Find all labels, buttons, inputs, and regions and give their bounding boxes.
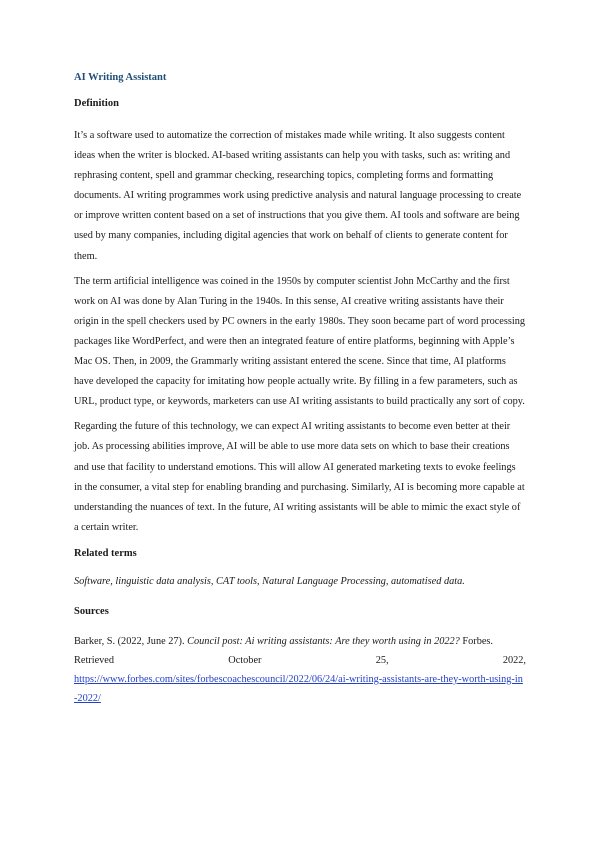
sources-heading: Sources	[74, 605, 109, 617]
document-content	[74, 70, 526, 708]
reference-retrieved-line	[74, 651, 526, 670]
retrieved-label: Retrieved	[74, 654, 115, 666]
reference-line-1	[74, 632, 526, 651]
reference-article-title: Council post: Ai writing assistants: Are they worth using in 2022?	[187, 635, 460, 647]
history-paragraph: The term artificial intelligence was coined in the 1950s by computer scientist John McCarthy and the first work on AI was done by Alan Turing in the 1940s. In this sense, AI creative writing assistants have their origin in the spell checkers used by PC owners in the early 1980s. They soon became part of word processing packages like WordPerfect, and were then an integrated feature of entire platforms, beginning with Apple’s Mac OS. Then, in 2009, the Grammarly writing assistant entered the scene. Since that time, AI platforms have developed the capacity for imitating how people actually write. By filling in a few parameters, such as URL, product type, or keywords, marketers can use AI writing assistants to build practically any sort of copy.	[74, 275, 526, 408]
reference-publisher: Forbes.	[462, 635, 494, 647]
reference-url-link[interactable]: https://www.forbes.com/sites/forbescoachescouncil/2022/06/24/ai-writing-assistants-are-they-worth-using-in-2022/	[74, 673, 523, 704]
definition-paragraph-1: It’s a software used to automatize the correction of mistakes made while writing. It also suggests content ideas when the writer is blocked. AI-based writing assistants can help you with tasks, such as: writing and rephrasing content, spell and grammar checking, researching topics, completing forms and formatting documents. AI writing programmes work using predictive analysis and natural language processing to create or improve written content based on a set of instructions that you give them. AI tools and software are being used by many companies, including digital agencies that work on behalf of clients to generate content for them.	[74, 130, 522, 262]
reference-author-date: Barker, S. (2022, June 27).	[74, 635, 185, 647]
related-terms-text: Software, linguistic data analysis, CAT tools, Natural Language Processing, automatised data.	[74, 575, 465, 587]
source-reference	[74, 632, 526, 708]
document-title: AI Writing Assistant	[74, 72, 167, 83]
retrieved-day: 25,	[375, 654, 389, 666]
definition-heading: Definition	[74, 98, 119, 109]
related-terms-heading: Related terms	[74, 547, 137, 559]
future-paragraph: Regarding the future of this technology, we can expect AI writing assistants to become even better at their job. As processing abilities improve, AI will be able to use more data sets on which to base their creations and use that facility to understand emotions. This will allow AI generated marketing texts to evoke feelings in the consumer, a vital step for enabling branding and purchasing. Similarly, AI is becoming more capable at understanding the nuances of text. In the future, AI writing assistants will be able to mimic the exact style of a certain writer.	[74, 421, 525, 533]
retrieved-year: 2022,	[502, 654, 526, 666]
retrieved-month: October	[228, 654, 262, 666]
